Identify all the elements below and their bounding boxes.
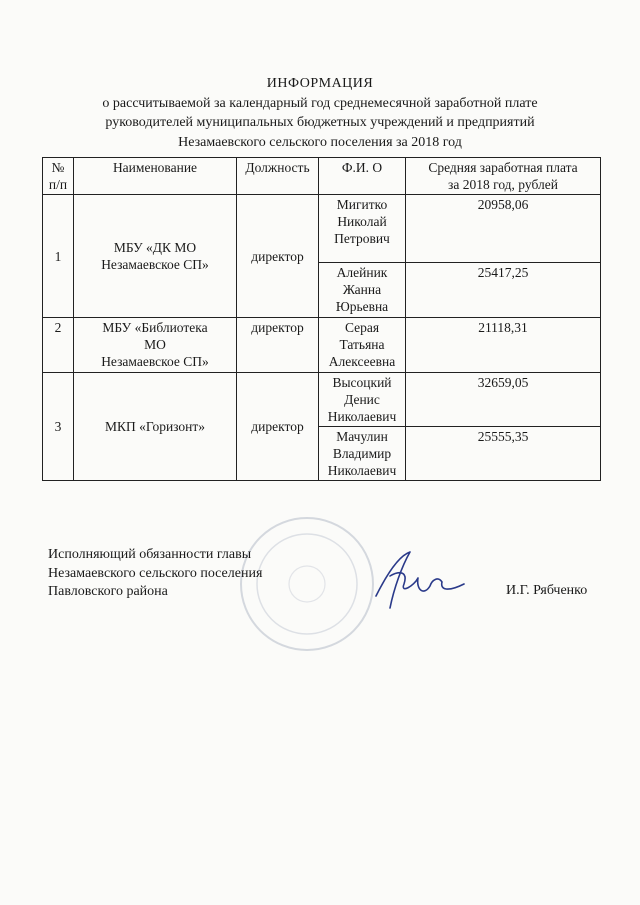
table-row — [43, 195, 601, 263]
header-name: Наименование — [74, 158, 237, 195]
document-subtitle-line-3: Незамаевского сельского поселения за 2018 год — [178, 134, 462, 150]
institution-name: МКП «Горизонт» — [74, 373, 237, 481]
average-salary: 20958,06 — [406, 195, 601, 263]
person-name: Высоцкий Денис Николаевич — [319, 373, 406, 427]
average-salary: 25555,35 — [406, 427, 601, 481]
average-salary: 21118,31 — [406, 318, 601, 373]
average-salary: 32659,05 — [406, 373, 601, 427]
position: директор — [237, 373, 319, 481]
row-number: 1 — [43, 195, 74, 318]
signer-title-line-3: Павловского района — [48, 584, 168, 599]
document-subtitle-line-2: руководителей муниципальных бюджетных учреждений и предприятий — [105, 115, 535, 130]
header-salary: Средняя заработная плата за 2018 год, рублей — [406, 158, 601, 195]
document-header — [0, 74, 640, 152]
average-salary: 25417,25 — [406, 263, 601, 318]
position: директор — [237, 318, 319, 373]
signature-block — [48, 546, 262, 602]
document-subtitle-line-1: о рассчитываемой за календарный год среднемесячной заработной плате — [102, 95, 538, 111]
salary-table — [42, 157, 601, 481]
signer-title-line-1: Исполняющий обязанности главы — [48, 547, 252, 562]
header-fio: Ф.И. О — [319, 158, 406, 195]
handwritten-signature — [368, 546, 468, 616]
position: директор — [237, 195, 319, 318]
person-name: Алейник Жанна Юрьевна — [319, 263, 406, 318]
row-number: 3 — [43, 373, 74, 481]
row-number: 2 — [43, 318, 74, 373]
document-title: ИНФОРМАЦИЯ — [266, 76, 374, 91]
person-name: Мачулин Владимир Николаевич — [319, 427, 406, 481]
signer-name: И.Г. Рябченко — [506, 583, 588, 598]
person-name: Мигитко Николай Петрович — [319, 195, 406, 263]
institution-name: МБУ «ДК МО Незамаевское СП» — [74, 195, 237, 318]
header-number: № п/п — [43, 158, 74, 195]
signer-title-line-2: Незамаевского сельского поселения — [48, 565, 263, 581]
table-row — [43, 318, 601, 373]
table-header-row — [43, 158, 601, 195]
person-name: Серая Татьяна Алексеевна — [319, 318, 406, 373]
institution-name: МБУ «Библиотека МО Незамаевское СП» — [74, 318, 237, 373]
header-position: Должность — [237, 158, 319, 195]
table-row — [43, 373, 601, 427]
